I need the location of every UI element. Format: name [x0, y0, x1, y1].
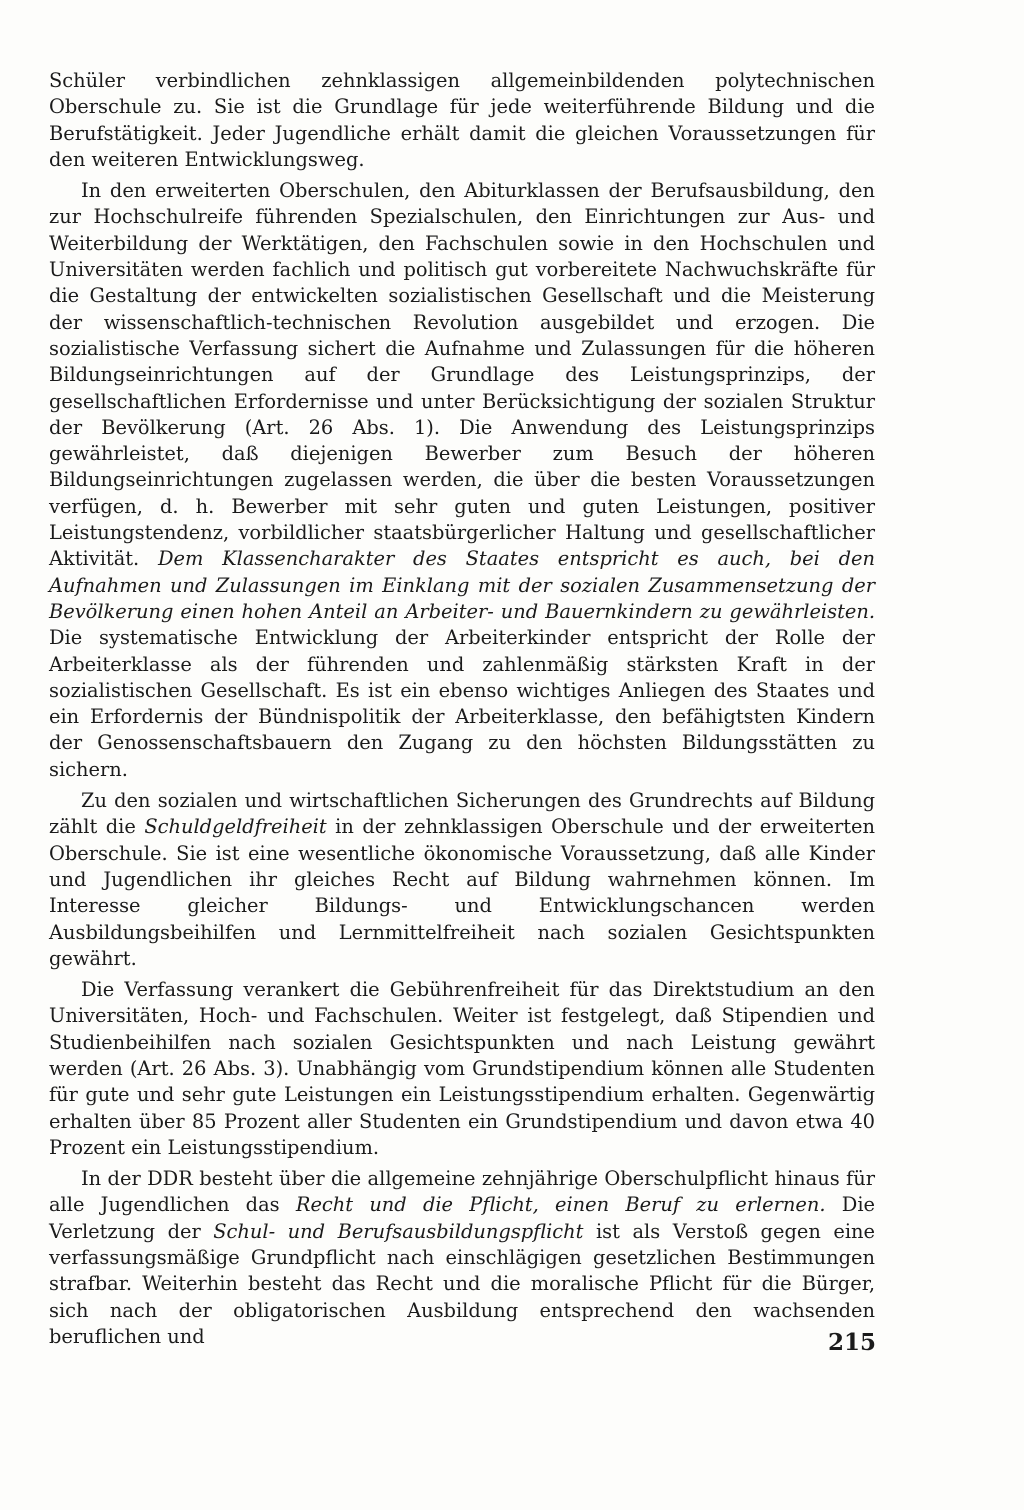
page-number: 215: [827, 1329, 876, 1356]
paragraph: [49, 68, 875, 173]
text-segment: Die systematische Entwicklung der Arbeiterkinder entspricht der Rolle der Arbeiterklasse als der führenden und zahlenmäßig stärksten Kraft in der sozialistischen Gesellschaft. Es ist ein ebenso wichtiges Anliegen des Staates und ein Erfordernis der Bündnispolitik der Arbeiterklasse, den befähigtsten Kindern der Genossenschaftsbauern den Zugang zu den höchsten Bildungsstätten zu sichern.: [49, 626, 875, 781]
text-segment: Zu den sozialen und wirtschaftlichen Sicherungen des Grundrechts auf Bildung zählt die: [49, 789, 875, 839]
paragraph: [49, 977, 875, 1161]
text-segment: in der zehnklassigen Oberschule und der erweiterten Oberschule. Sie ist eine wesentliche ökonomische Voraussetzung, daß alle Kinder und Jugendlichen ihr gleiches Recht auf Bildung wahrnehmen können. Im Interesse gleicher Bildungs- und Entwicklungschancen werden Ausbildungsbeihilfen und Lernmittelfreiheit nach sozialen Gesichtspunkten gewährt.: [49, 815, 875, 970]
text-segment: Schüler verbindlichen zehnklassigen allgemeinbildenden polytechnischen Oberschule zu. Sie ist die Grundlage für jede weiterführende Bildung und die Berufstätigkeit. Jeder Jugendliche erhält damit die gleichen Voraussetzungen für den weiteren Entwicklungsweg.: [49, 69, 875, 171]
text-segment: Die Verletzung der: [49, 1193, 875, 1243]
text-segment: Die Verfassung verankert die Gebührenfreiheit für das Direktstudium an den Universitäten, Hoch- und Fachschulen. Weiter ist festgelegt, daß Stipendien und Studienbeihilfen nach sozialen Gesichtspunkten und nach Leistung gewährt werden (Art. 26 Abs. 3). Unabhängig vom Grundstipendium können alle Studenten für gute und sehr gute Leistungen ein Leistungsstipendium erhalten. Gegenwärtig erhalten über 85 Prozent aller Studenten ein Grundstipendium und davon etwa 40 Prozent ein Leistungsstipendium.: [49, 978, 875, 1159]
text-segment: In der DDR besteht über die allgemeine zehnjährige Oberschulpflicht hinaus für alle Jugendlichen das: [49, 1167, 875, 1217]
emphasized-text-segment: Schul- und Berufsausbildungspflicht: [213, 1219, 584, 1243]
paragraph: [49, 788, 875, 972]
text-segment: In den erweiterten Oberschulen, den Abiturklassen der Berufsausbildung, den zur Hochschulreife führenden Spezialschulen, den Einrichtungen zur Aus- und Weiterbildung der Werktätigen, den Fachschulen sowie in den Hochschulen und Universitäten werden fachlich und politisch gut vorbereitete Nachwuchskräfte für die Gestaltung der entwickelten sozialistischen Gesellschaft und die Meisterung der wissenschaftlich-technischen Revolution ausgebildet und erzogen. Die sozialistische Verfassung sichert die Aufnahme und Zulassungen für die höheren Bildungseinrichtungen auf der Grundlage des Leistungsprinzips, der gesellschaftlichen Erfordernisse und unter Berücksichtigung der sozialen Struktur der Bevölkerung (Art. 26 Abs. 1). Die Anwendung des Leistungsprinzips gewährleistet, daß diejenigen Bewerber zum Besuch der höheren Bildungseinrichtungen zugelassen werden, die über die besten Voraussetzungen verfügen, d. h. Bewerber mit sehr guten und guten Leistungen, positiver Leistungstendenz, vorbildlicher staatsbürgerlicher Haltung und gesellschaftlicher Aktivität.: [49, 179, 875, 571]
text-segment: ist als Verstoß gegen eine verfassungsmäßige Grundpflicht nach einschlägigen gesetzlichen Bestimmungen strafbar. Weiterhin besteht das Recht und die moralische Pflicht für die Bürger, sich nach der obligatorischen Ausbildung entsprechend den wachsenden beruflichen und: [49, 1219, 875, 1348]
body-text: [49, 68, 875, 1355]
paragraph: [49, 1166, 875, 1350]
emphasized-text-segment: Dem Klassencharakter des Staates entspricht es auch, bei den Aufnahmen und Zulassungen im Einklang mit der sozialen Zusammensetzung der Bevölkerung einen hohen Anteil an Arbeiter- und Bauernkindern zu gewährleisten.: [49, 547, 875, 623]
emphasized-text-segment: Recht und die Pflicht, einen Beruf zu erlernen.: [295, 1193, 826, 1217]
emphasized-text-segment: Schuldgeldfreiheit: [144, 815, 327, 839]
paragraph: [49, 178, 875, 783]
